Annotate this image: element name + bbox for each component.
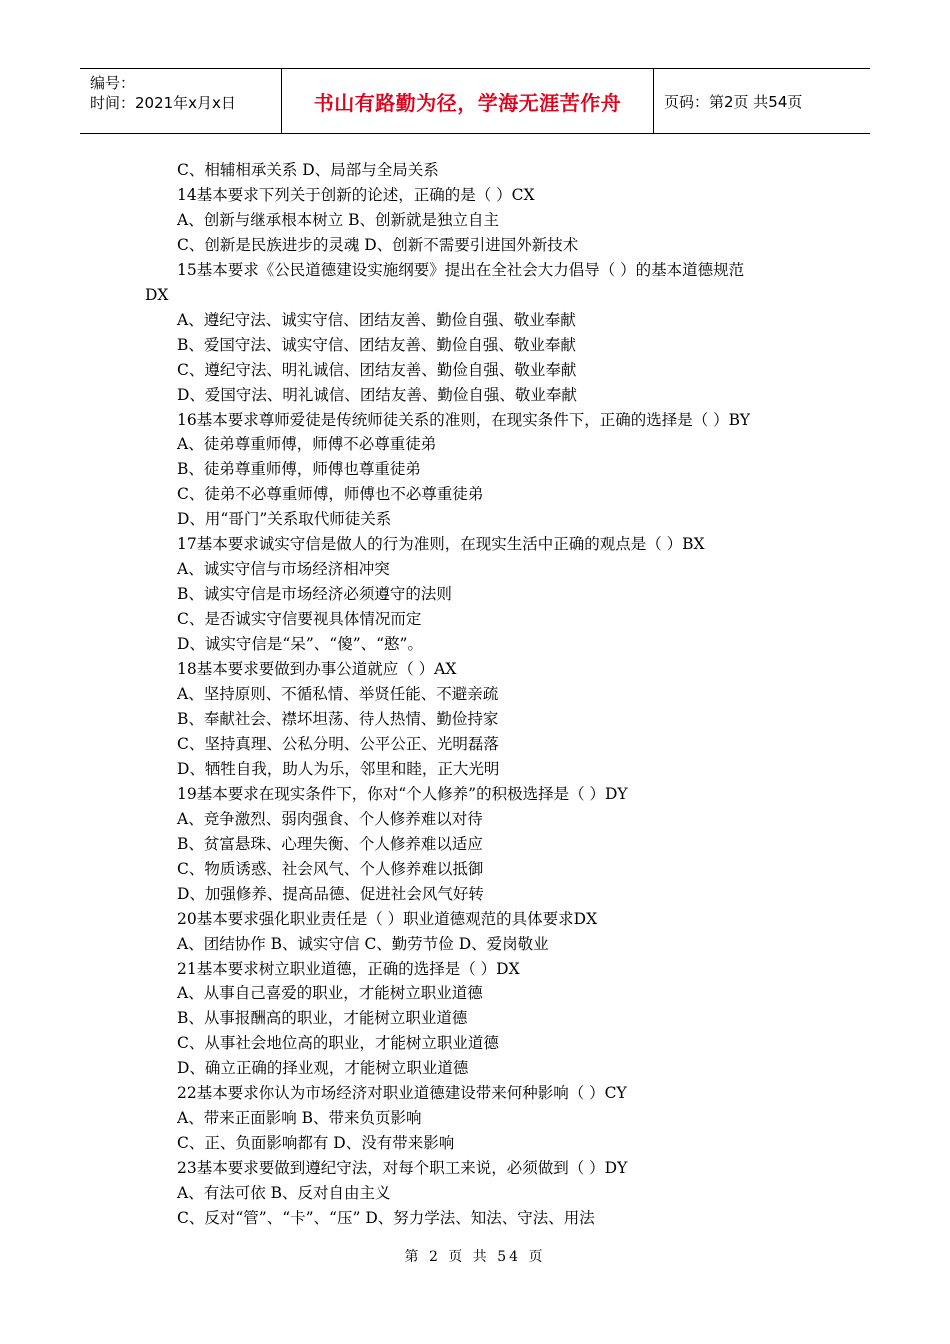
- text-line: C、相辅相承关系 D、局部与全局关系: [177, 161, 439, 179]
- option-line: D、牺牲自我，助人为乐，邻里和睦，正大光明: [177, 759, 500, 778]
- option-line: C、是否诚实守信要视具体情况而定: [177, 610, 422, 629]
- option-line: B、从事报酬高的职业，才能树立职业道德: [177, 1009, 468, 1028]
- question-line: 22基本要求你认为市场经济对职业道德建设带来何种影响（ ）CY: [177, 1084, 627, 1103]
- option-line: D、爱国守法、明礼诚信、团结友善、勤俭自强、敬业奉献: [177, 385, 577, 404]
- page-header: [80, 68, 870, 134]
- option-line: A、团结协作 B、诚实守信 C、勤劳节俭 D、爱岗敬业: [177, 934, 549, 953]
- option-line: B、徒弟尊重师傅，师傅也尊重徒弟: [177, 460, 421, 479]
- option-line: A、诚实守信与市场经济相冲突: [177, 560, 390, 579]
- question-line: 23基本要求要做到遵纪守法，对每个职工来说，必须做到（ ）DY: [177, 1159, 628, 1178]
- header-time-label: 时间：2021年x月x日: [90, 94, 236, 112]
- option-line: A、从事自己喜爱的职业，才能树立职业道德: [177, 984, 483, 1003]
- option-line: A、坚持原则、不循私情、举贤任能、不避亲疏: [177, 685, 499, 704]
- option-line: C、徒弟不必尊重师傅，师傅也不必尊重徒弟: [177, 485, 484, 504]
- option-line: C、反对“管”、“卡”、“压” D、努力学法、知法、守法、用法: [177, 1209, 595, 1228]
- option-line: A、有法可依 B、反对自由主义: [177, 1184, 391, 1203]
- option-line: A、带来正面影响 B、带来负页影响: [177, 1109, 422, 1128]
- option-line: C、物质诱惑、社会风气、个人修养难以抵御: [177, 859, 484, 878]
- header-motto: 书山有路勤为径，学海无涯苦作舟: [282, 69, 654, 133]
- option-line: C、从事社会地位高的职业，才能树立职业道德: [177, 1034, 499, 1053]
- option-line: C、正、负面影响都有 D、没有带来影响: [177, 1134, 455, 1153]
- header-meta-cell: [80, 69, 282, 133]
- option-line: D、确立正确的择业观，才能树立职业道德: [177, 1059, 469, 1078]
- option-line: B、奉献社会、襟坏坦荡、待人热情、勤俭持家: [177, 709, 499, 728]
- option-line: D、诚实守信是“呆”、“傻”、“憨”。: [177, 635, 423, 654]
- question-line: 19基本要求在现实条件下，你对“个人修养”的积极选择是（ ）DY: [177, 784, 628, 803]
- option-line: A、徒弟尊重师傅，师傅不必尊重徒弟: [177, 435, 437, 454]
- header-number-label: 编号：: [90, 74, 136, 92]
- option-line: D、加强修养、提高品德、促进社会风气好转: [177, 884, 484, 903]
- option-line: C、坚持真理、公私分明、公平公正、光明磊落: [177, 734, 499, 753]
- page-footer: 第 2 页 共 54 页: [404, 1249, 546, 1265]
- question-line: 15基本要求《公民道德建设实施纲要》提出在全社会大力倡导（ ）的基本道德规范: [177, 260, 745, 279]
- option-line: D、用“哥门”关系取代师徒关系: [177, 510, 392, 529]
- option-line: C、创新是民族进步的灵魂 D、创新不需要引进国外新技术: [177, 235, 579, 254]
- option-line: B、贫富悬珠、心理失衡、个人修养难以适应: [177, 834, 483, 853]
- document-body: [145, 158, 825, 1231]
- question-line: 14基本要求下列关于创新的论述，正确的是（ ）CX: [177, 185, 535, 204]
- option-line: B、爱国守法、诚实守信、团结友善、勤俭自强、敬业奉献: [177, 335, 576, 354]
- option-line: C、遵纪守法、明礼诚信、团结友善、勤俭自强、敬业奉献: [177, 360, 577, 379]
- option-line: A、创新与继承根本树立 B、创新就是独立自主: [177, 210, 500, 229]
- question-line: 17基本要求诚实守信是做人的行为准则，在现实生活中正确的观点是（ ）BX: [177, 535, 705, 554]
- option-line: B、诚实守信是市场经济必须遵守的法则: [177, 585, 452, 604]
- question-line: 21基本要求树立职业道德，正确的选择是（ ）DX: [177, 959, 520, 978]
- header-page-info: 页码：第2页 共54页: [664, 92, 803, 111]
- option-line: A、遵纪守法、诚实守信、团结友善、勤俭自强、敬业奉献: [177, 310, 576, 329]
- question-line: 18基本要求要做到办事公道就应（ ）AX: [177, 660, 457, 679]
- question-line: 16基本要求尊师爱徒是传统师徒关系的准则，在现实条件下，正确的选择是（ ）BY: [177, 410, 751, 429]
- question-line: 20基本要求强化职业责任是（ ）职业道德观范的具体要求DX: [177, 909, 598, 928]
- question-line-continued: DX: [145, 285, 169, 304]
- option-line: A、竞争激烈、弱肉强食、个人修养难以对待: [177, 809, 483, 828]
